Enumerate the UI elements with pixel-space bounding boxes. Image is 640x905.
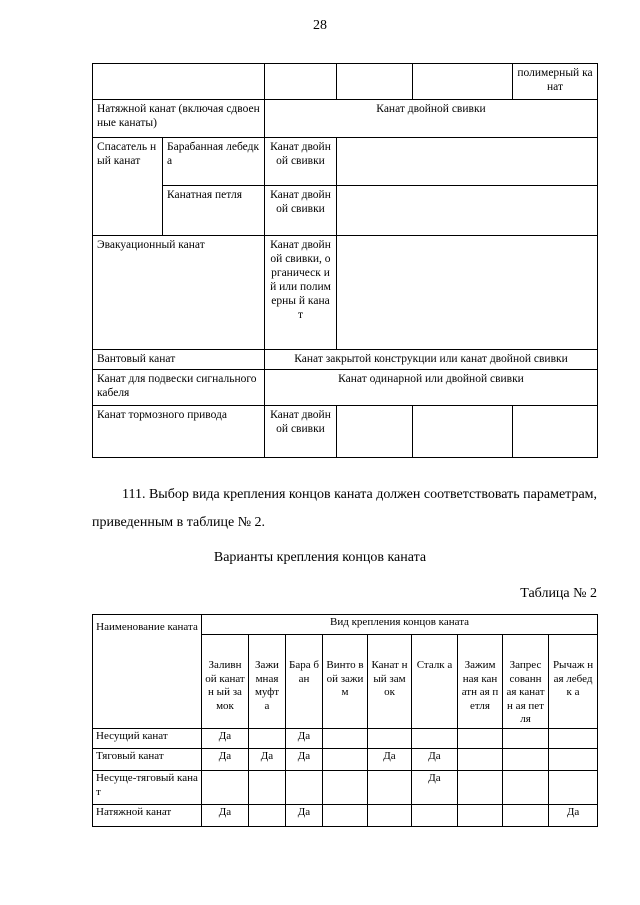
table-cell [549, 729, 598, 749]
column-header: Запрес сованн ая канатн ая петля [503, 635, 549, 729]
table-cell: Да [202, 749, 249, 771]
table-cell: Да [286, 729, 323, 749]
table-cell: Да [286, 749, 323, 771]
table-row [93, 138, 598, 186]
table-cell [503, 749, 549, 771]
row-name: Тяговый канат [93, 749, 202, 771]
table-cell [458, 749, 503, 771]
row-value: Канат закрытой конструкции или канат двойной свивки [265, 350, 598, 370]
table-row [93, 805, 598, 827]
table-cell: Да [202, 805, 249, 827]
table-cell: Да [202, 729, 249, 749]
table-row [93, 186, 598, 236]
table-cell: Да [412, 749, 458, 771]
table-cell [413, 406, 513, 458]
table-cell: Да [249, 749, 286, 771]
column-header: Заливн ой канатн ый замок [202, 635, 249, 729]
row-value: Канат двойной свивки [265, 138, 337, 186]
table-row [93, 729, 598, 749]
table-cell [503, 771, 549, 805]
table-row [93, 64, 598, 100]
table-cell [93, 64, 265, 100]
table-row [93, 350, 598, 370]
column-header: Сталк а [412, 635, 458, 729]
table-cell: полимерный канат [513, 64, 598, 100]
table-cell [337, 186, 598, 236]
row-label: Натяжной канат (включая сдвоенные канаты) [93, 100, 265, 138]
row-label: Канат для подвески сигнального кабеля [93, 370, 265, 406]
table-caption: Варианты крепления концов каната [213, 550, 427, 565]
table-cell [368, 771, 412, 805]
row-label: Спасатель ный канат [93, 138, 163, 236]
table-cell [549, 771, 598, 805]
table-row [93, 406, 598, 458]
row-name: Натяжной канат [93, 805, 202, 827]
name-header: Наименование каната [93, 615, 202, 729]
row-value: Канат одинарной или двойной свивки [265, 370, 598, 406]
table-cell [503, 805, 549, 827]
table-cell [323, 729, 368, 749]
row-value: Канат двойной свивки [265, 186, 337, 236]
rope-end-fastening-table [92, 614, 598, 827]
table-row [93, 100, 598, 138]
row-sublabel: Барабанная лебедка [163, 138, 265, 186]
table-row [93, 236, 598, 350]
table-cell: Да [286, 805, 323, 827]
row-value: Канат двойной свивки [265, 406, 337, 458]
table-cell [265, 64, 337, 100]
page-number: 28 [313, 18, 327, 33]
table-cell [503, 729, 549, 749]
group-header: Вид крепления концов каната [202, 615, 598, 635]
table-cell: Да [549, 805, 598, 827]
table-cell [337, 64, 413, 100]
table-header-row [93, 615, 598, 635]
table-cell [337, 406, 413, 458]
table-cell [337, 236, 598, 350]
column-header: Винто вой зажим [323, 635, 368, 729]
column-header: Бара бан [286, 635, 323, 729]
table-cell [202, 771, 249, 805]
column-header: Зажим ная канатн ая петля [458, 635, 503, 729]
table-cell [368, 729, 412, 749]
row-name: Несуще-тяговый канат [93, 771, 202, 805]
table-cell: Да [412, 771, 458, 805]
table-cell [458, 729, 503, 749]
paragraph-111: 111. Выбор вида крепления концов каната должен соответствовать параметрам, приведенным в таблице № 2. [92, 487, 598, 530]
table-cell [249, 771, 286, 805]
table-cell [286, 771, 323, 805]
row-label: Эвакуационный канат [93, 236, 265, 350]
table-cell [323, 771, 368, 805]
rope-types-table [92, 63, 598, 458]
table-cell: Да [368, 749, 412, 771]
table-row [93, 771, 598, 805]
table-cell [513, 406, 598, 458]
table-cell [458, 771, 503, 805]
row-label: Канат тормозного привода [93, 406, 265, 458]
table-row [93, 749, 598, 771]
table-cell [368, 805, 412, 827]
row-value: Канат двойной свивки, органическ ий или полимерны й канат [265, 236, 337, 350]
table-cell [412, 729, 458, 749]
table-cell [458, 805, 503, 827]
table-cell [412, 805, 458, 827]
table-number: Таблица № 2 [520, 586, 597, 601]
row-label: Вантовый канат [93, 350, 265, 370]
row-sublabel: Канатная петля [163, 186, 265, 236]
row-name: Несущий канат [93, 729, 202, 749]
table-cell [249, 805, 286, 827]
column-header: Зажи мная муфт а [249, 635, 286, 729]
table-cell [323, 749, 368, 771]
table-cell [413, 64, 513, 100]
column-header: Канат ный замок [368, 635, 412, 729]
table-cell [323, 805, 368, 827]
row-value: Канат двойной свивки [265, 100, 598, 138]
table-cell [549, 749, 598, 771]
table-row [93, 370, 598, 406]
table-cell [337, 138, 598, 186]
table-cell [249, 729, 286, 749]
column-header: Рычаж ная лебедк а [549, 635, 598, 729]
